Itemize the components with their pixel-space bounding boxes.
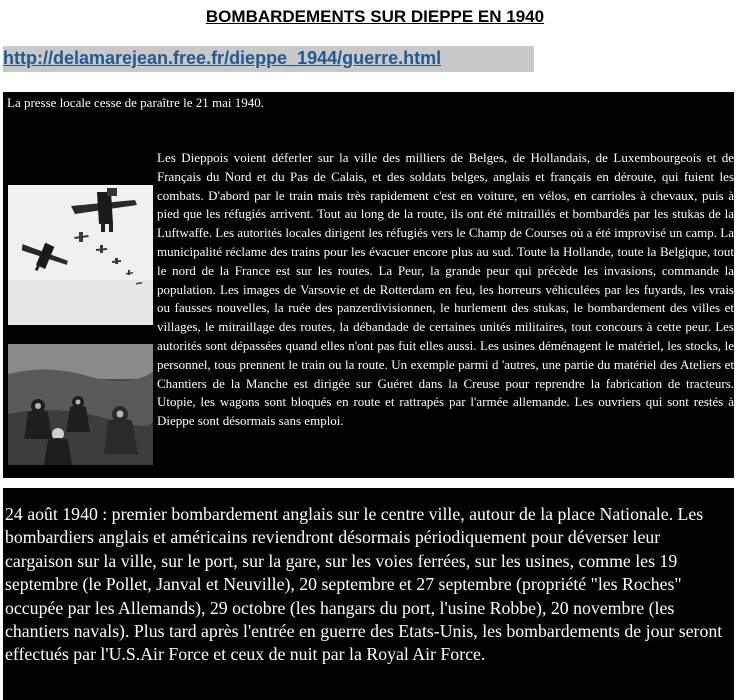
refugees-paragraph: Les Dieppois voient déferler sur la ville des milliers de Belges, de Hollandais, de Luxembourgeois et de Français du Nord et du Pas de Calais, et des soldats belges, anglais et français en déroute, qui fuient les combats. D'abord par le train mais très rapidement c'est en voiture, en vélos, en carrioles à chevaux, puis à pied que les réfugiés arrivent. Tout au long de la route, ils ont été mitraillés et bombardés par les stukas de la Luftwaffe. Les autorités locales dirigent les réfugiés vers le Champ de Courses où a été improvisé un camp. La municipalité réclame des trains pour les évacuer encore plus au sud. Toute la Hollande, toute la Belgique, tout le nord de la France est sur les routes. La Peur, la grande peur qui précède les invasions, commande la population. Les images de Varsovie et de Rotterdam en feu, les horreurs véhiculées par les fuyards, les vrais ou fausses nouvelles, la ruée des panzerdivisionnen, le hurlement des stukas, le bombardement des villes et villages, le mitraillage des routes, la débandade de certaines unités militaires, tout concours à cette peur. Les autorités sont dépassées quand elles n'ont pas fuit elles aussi. Les usines déménagent le matériel, les stocks, le personnel, tous prennent le train ou la route. Un exemple parmi d 'autres, une partie du matériel des Ateliers et Chantiers de la Manche est dirigée sur Guéret dans la Creuse pour reprendre la fabrication de tracteurs. Utopie, les wagons sont bloqués en route et rattrapés par l'armée allemande. Les ouvriers qui sont restés à Dieppe sont désormais sans emploi. bbox=[157, 150, 734, 429]
stuka-planes-image bbox=[8, 185, 153, 325]
refugees-photo bbox=[8, 344, 153, 465]
refugees-section bbox=[3, 92, 734, 478]
refugees-image bbox=[8, 344, 153, 465]
intro-text: La presse locale cesse de paraître le 21 mai 1940. bbox=[7, 95, 264, 110]
bombing-section bbox=[3, 488, 734, 700]
bombing-paragraph: 24 août 1940 : premier bombardement anglais sur le centre ville, autour de la place Nationale. Les bombardiers anglais et américains reviendront désormais périodiquement pour déverser leur cargaison sur la ville, sur le port, sur la gare, sur les voies ferrées, sur les usines, comme les 19 septembre (le Pollet, Janval et Neuville), 20 septembre et 27 septembre (propriété "les Roches" occupée par les Allemands), 29 octobre (les hangars du port, l'usine Robbe), 20 novembre (les chantiers navals). Plus tard après l'entrée en guerre des Etats-Unis, les bombardements de jour seront effectués par l'U.S.Air Force et ceux de nuit par la Royal Air Force. bbox=[5, 504, 723, 665]
stuka-bombers-photo bbox=[8, 185, 153, 325]
page-title: BOMBARDEMENTS SUR DIEPPE EN 1940 bbox=[205, 7, 545, 26]
source-link[interactable]: http://delamarejean.free.fr/dieppe_1944/guerre.html bbox=[3, 48, 442, 68]
